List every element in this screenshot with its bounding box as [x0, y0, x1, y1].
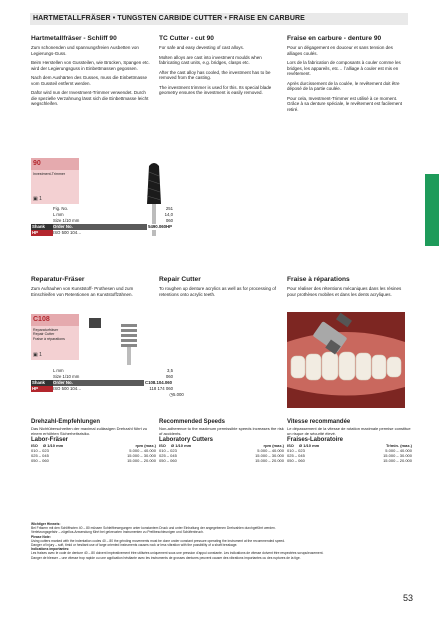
cell: rpm (max.) — [263, 443, 284, 448]
cell: 060 — [165, 218, 173, 223]
repair-en-title: Repair Cutter — [159, 276, 201, 283]
table-row — [31, 392, 184, 398]
cell: Size 1/10 mm — [53, 374, 80, 379]
cell: 15.000 – 20.000 — [255, 458, 284, 463]
para: Pour un dégagement en douceur et sans tension des alliages coulés. — [287, 45, 393, 56]
cell: 010 – 023 — [159, 448, 177, 453]
speeds-subtitle: Laboratory Cutters — [159, 437, 214, 443]
para: Dafür wird nun der Investment-Trimmer verwendet. Durch die spezielle Verzahnung lässt sich die Einbettmasse leicht wegschleifen. — [31, 90, 149, 106]
speeds-fr — [287, 420, 412, 463]
cell: Shank — [31, 380, 53, 386]
cell: Fig. No. — [53, 206, 69, 211]
cell: ISO 500 104… — [53, 230, 82, 235]
cell: Shank — [31, 224, 53, 230]
product-code: C108 — [31, 314, 79, 326]
cell: 010 – 023 — [31, 448, 49, 453]
dental-photo-illustration — [287, 312, 405, 408]
cell: 5490.060HP — [148, 224, 172, 229]
cell: 118 174 060 — [149, 386, 173, 391]
para: Pour cela, Investment-Trimmer est utilisé à ce moment. Grâce à sa denture spéciale, le revêtement est facilement retiré. — [287, 95, 403, 112]
cell: Tr/min. (max.) — [385, 443, 412, 448]
safety-notes — [31, 522, 411, 560]
para: Lors de la fabrication de composants à couler comme les bridges, les appareils, etc… l´alliage à couler est mis en revêtement. — [287, 60, 401, 76]
table-row — [159, 458, 284, 463]
cell: 050 – 060 — [31, 458, 49, 463]
cell: 025 – 045 — [31, 453, 49, 458]
cell: 15.000 – 30.000 — [255, 453, 284, 458]
para: Nach dem Aushärten des Gusses, muss die Einbettmasse vom Gussteil entfernt werden. — [31, 75, 148, 86]
cell: 15.000 – 20.000 — [383, 458, 412, 463]
page-number: 53 — [403, 593, 414, 603]
table-row — [31, 458, 156, 463]
pack-icon: ▣ 1 — [33, 352, 42, 358]
cell: HP — [31, 386, 53, 392]
cell: ISO — [159, 443, 166, 448]
speeds-desc: Das Nichtüberschreiten der maximal zulässigen Drehzahl führt zu einem erhöhten Sicherheitsrisiko. — [31, 426, 148, 436]
intro-en-title: TC Cutter - cut 90 — [159, 35, 214, 42]
note-heading: Indications importantes: — [31, 547, 70, 552]
cell: 050 – 060 — [159, 458, 177, 463]
cell: 5.000 – 40.000 — [129, 448, 156, 453]
repair-fr-title: Fraise à réparations — [287, 276, 350, 283]
product-name: Investment-Trimmer — [33, 172, 66, 176]
cell: 15.000 – 30.000 — [383, 453, 412, 458]
cell: 5.000 – 40.000 — [257, 448, 284, 453]
para: Zum Aufrauhen von Kunststoff- Prothesen und zum Einschleifen von Retentionen an Kunststoffzähnen. — [31, 286, 134, 297]
repair-de-title: Reparatur-Fräser — [31, 276, 85, 283]
table-row — [287, 458, 412, 463]
pack-qty: 1 — [39, 196, 42, 202]
para: For safe and easy devesting of cast alloys. — [159, 45, 245, 50]
note-line: Verletzungsgefahr – zügellos-Anwendung führt bei gekreuzten Instrumenten zu Prellbeschleunigen und Schäfenbruch. — [31, 530, 204, 535]
cell: L mm — [53, 212, 64, 217]
note-line: Danger of injury – soft, timid or hesitant use of large oriented instruments causes rock or less vibration with the possibility of a shaft breakage. — [31, 543, 238, 548]
cell: 14,0 — [164, 212, 173, 217]
cell: 025 – 045 — [159, 453, 177, 458]
repair-cutter-image — [89, 316, 169, 366]
repair-fr — [287, 276, 407, 301]
pack-qty: 1 — [39, 352, 42, 358]
section-tab — [425, 174, 439, 246]
intro-fr — [287, 35, 407, 116]
cell: Ø 1/10 mm — [299, 443, 320, 448]
note-line: Les fraises avec le code de denture 40 – 80 doivent impérativement être utilisées uniquement sous une pression d'appui constante. Les indications de vitesse doivent être respectées scrupuleusement. — [31, 551, 324, 556]
cell: 5.000 – 40.000 — [385, 448, 412, 453]
cell: Size 1/10 mm — [53, 218, 80, 223]
speeds-desc: Non-adherence to the maximum permissible speeds increases the risk of accidents. — [159, 426, 284, 436]
intro-de — [31, 35, 151, 111]
product-repair-cutter — [31, 314, 184, 414]
cell: 010 – 023 — [287, 448, 305, 453]
speeds-title: Vitesse recommandée — [287, 419, 351, 425]
para: Beim Herstellen von Gussteilen, wie Brücken, Spangen etc. wird der Legierungsguss in Einbettmassen gegossen. — [31, 60, 150, 71]
intro-en — [159, 35, 279, 100]
cell: ISO 500 104… — [53, 386, 82, 391]
cell: L mm — [53, 368, 64, 373]
para: The investment trimmer is used for this. Its special blade geometry ensures the investment is easily removed. — [159, 84, 272, 95]
note-heading: Please Note: — [31, 534, 51, 539]
dental-photo — [287, 312, 405, 408]
cell: Ø 1/10 mm — [43, 443, 64, 448]
note-heading: Wichtiger Hinweis: — [31, 522, 61, 526]
cell: 15.000 – 30.000 — [127, 453, 156, 458]
product-investment-trimmer — [31, 158, 181, 268]
speeds-de — [31, 420, 156, 463]
speeds-title: Drehzahl-Empfehlungen — [31, 419, 101, 425]
product-code: 90 — [31, 158, 79, 170]
product-name: Fraise à réparations — [33, 336, 65, 341]
speed-icon: ◷ 5.000 — [169, 392, 184, 397]
product-name: Reparaturfräser — [33, 328, 59, 332]
speeds-desc: Le dépassement de la vitesse de rotation maximale permise constitue un risque de sécurité élevé. — [287, 426, 411, 436]
speeds-en — [159, 420, 284, 463]
page-header: HARTMETALLFRÄSER • TUNGSTEN CARBIDE CUTTER • FRAISE EN CARBURE — [30, 13, 408, 25]
intro-de-title: Hartmetallfräser - Schliff 90 — [31, 35, 117, 42]
cell: 5.000 — [173, 392, 184, 397]
cell: HP — [31, 230, 53, 236]
cell: ISO — [287, 443, 294, 448]
cell: ISO — [31, 443, 38, 448]
repair-de — [31, 276, 151, 301]
cell: rpm (max.) — [135, 443, 156, 448]
para: Zum schonenden und spannungsfreien Ausbetten von Legierungs-Guss. — [31, 45, 139, 56]
cell: 060 — [165, 374, 173, 379]
note-line: Bei Fräsern mit den Schliffnoten 40 – 80 müssen Schleifbewegungen unter konstantem Druck und unter Einhaltung der angegebenen Drehzahlen durchgeführt werden. — [31, 526, 276, 531]
note-line: Danger de blesser – une vitesse trop rapide ou une application hésitante avec les instruments de grosses dentures peuvent causer des vibrations importantes ou des ruptures de la tige. — [31, 555, 301, 560]
cell: Order No. — [53, 224, 73, 229]
pack-icon: ▣ 1 — [33, 196, 42, 202]
cell: 15.000 – 20.000 — [127, 458, 156, 463]
para: To roughen up denture acrylics as well as for processing of retentions onto acrylic teeth. — [159, 286, 277, 297]
speeds-title: Recommended Speeds — [159, 419, 226, 425]
intro-fr-title: Fraise en carbure - denture 90 — [287, 35, 382, 42]
note-line: Using cutters marked with the indentation codes 40 – 80 the grinding movements must be done under constant pressure operating the instrument at the recommended speed. — [31, 538, 286, 543]
cell: Ø 1/10 mm — [171, 443, 192, 448]
para: Molten alloys are cast into investment moulds when fabricating cast units, e.g. bridges, clasps etc. — [159, 54, 262, 65]
cell: C108.104.060 — [145, 380, 172, 385]
cell: Order No. — [53, 380, 73, 385]
cell: 3,5 — [167, 368, 173, 373]
para: Après durcissement de la coulée, le revêtement doit être déposé de la partie coulée. — [287, 80, 400, 91]
product-name: Repair Cutter — [33, 332, 55, 337]
cell: 050 – 060 — [287, 458, 305, 463]
speeds-subtitle: Fraises-Laboratoire — [287, 437, 344, 443]
para: After the cast alloy has cooled, the investment has to be removed from the casting. — [159, 69, 271, 80]
cell: 025 – 045 — [287, 453, 305, 458]
repair-en — [159, 276, 279, 301]
product1-table — [31, 206, 173, 236]
para: Pour réaliser des rétentions mécaniques dans les résines pour prothèses mobiles et dans les dents acryliques. — [287, 286, 402, 297]
cell: 251 — [165, 206, 173, 211]
speeds-subtitle: Labor-Fräser — [31, 437, 69, 443]
product2-table — [31, 368, 184, 398]
table-row — [31, 230, 173, 236]
